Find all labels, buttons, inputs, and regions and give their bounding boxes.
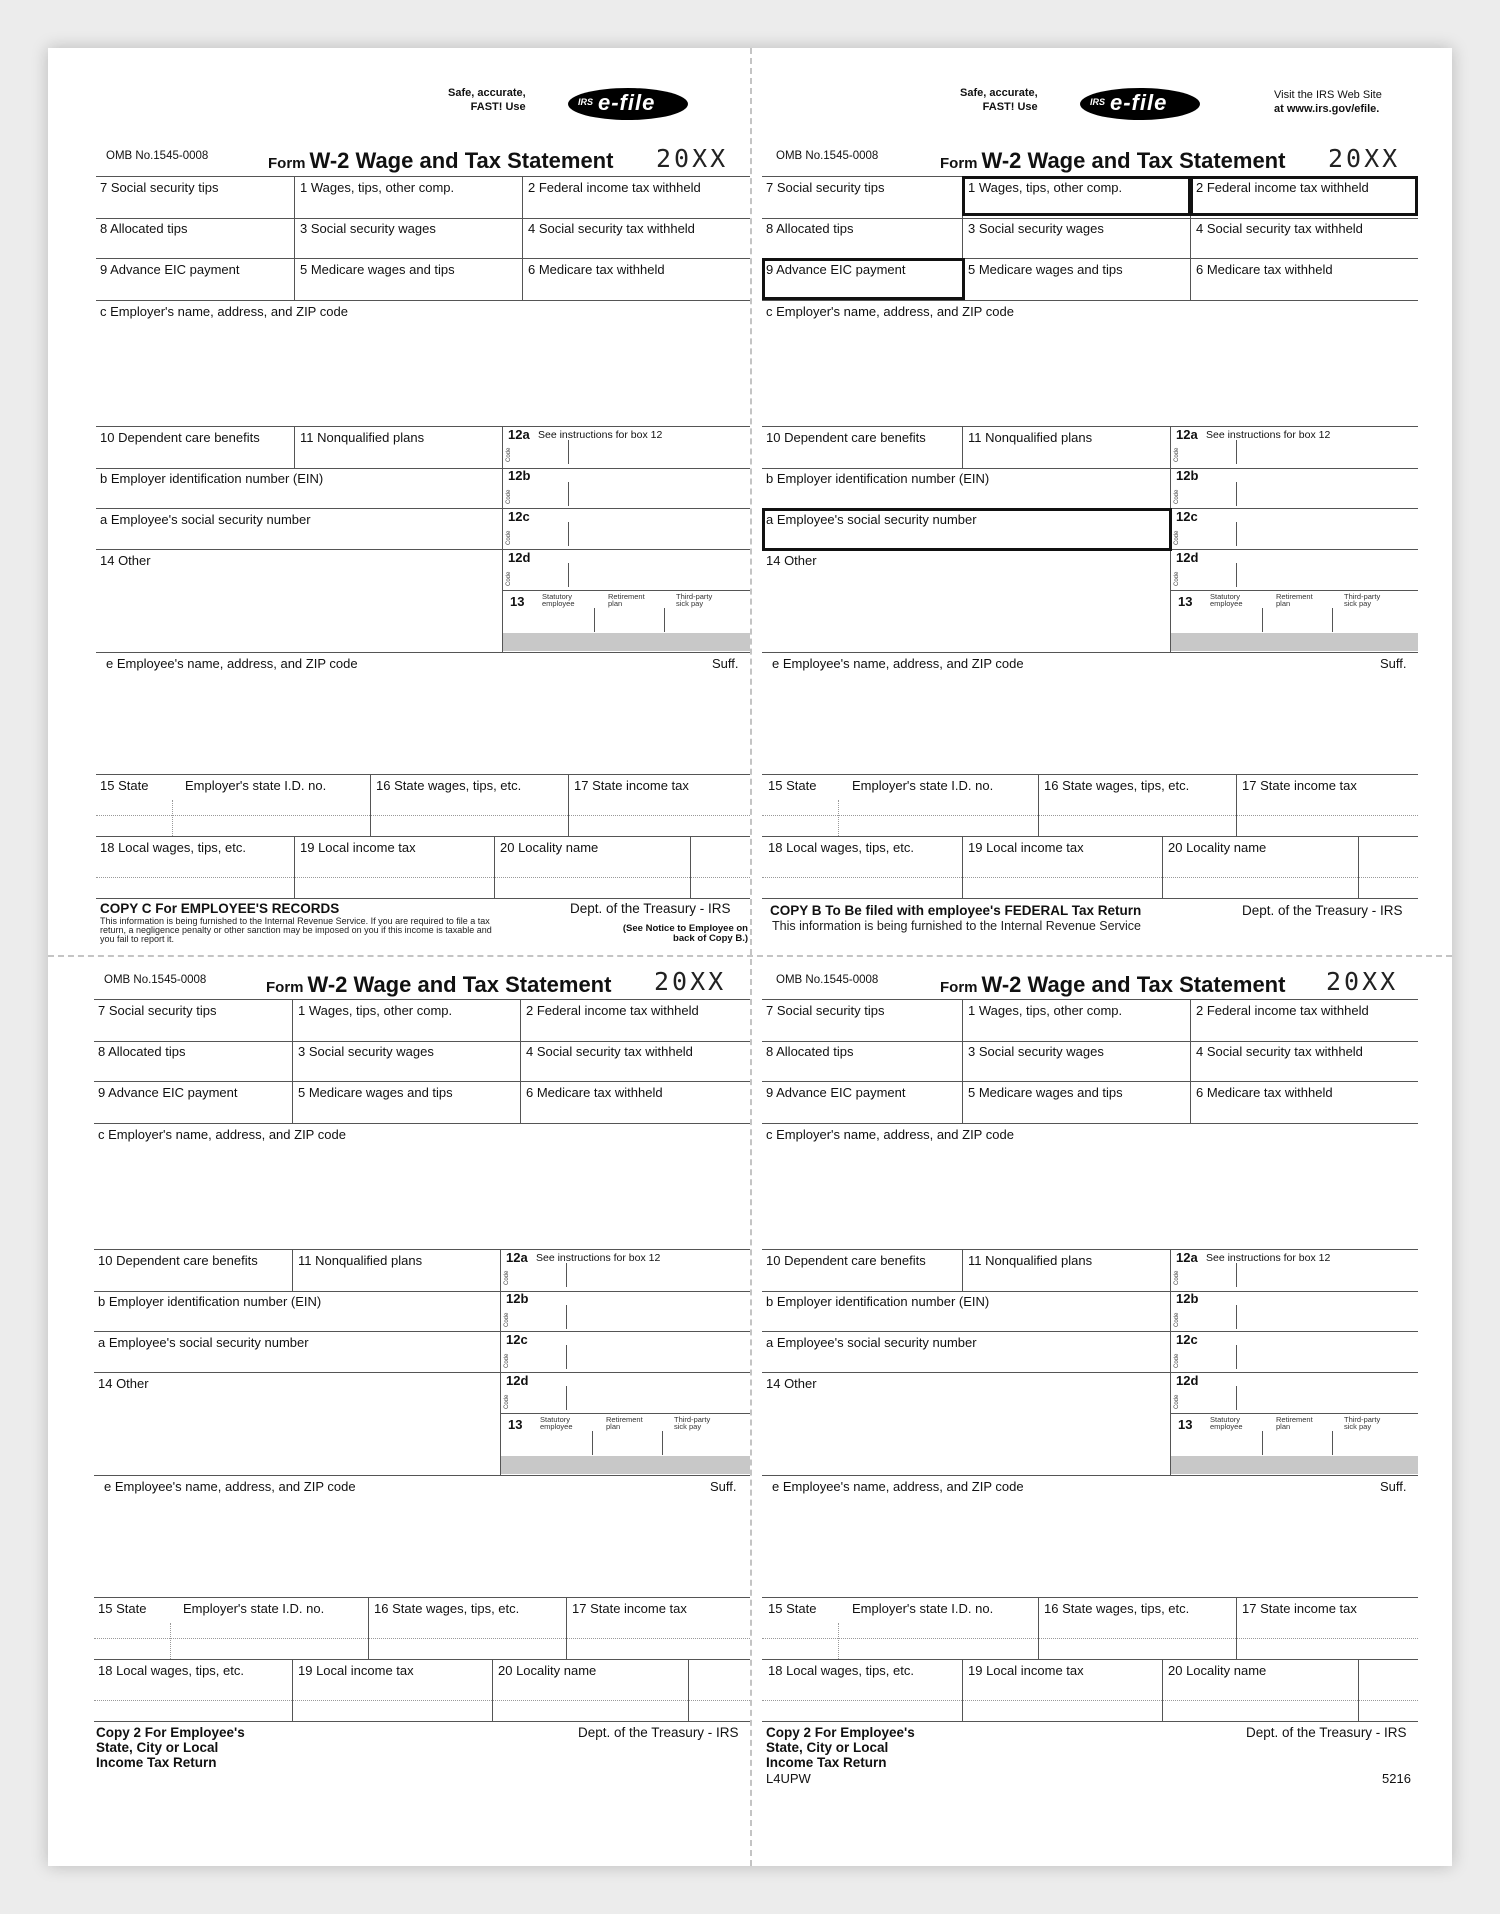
box-16-label: 16 State wages, tips, etc. xyxy=(1044,778,1190,793)
box-12-note: See instructions for box 12 xyxy=(1206,429,1331,441)
box-13-label: 13 xyxy=(508,1417,523,1432)
tax-year: 20XX xyxy=(656,144,729,173)
box-12c-label: 12c xyxy=(508,509,530,524)
form-title: Form W-2 Wage and Tax Statement xyxy=(940,148,1286,173)
box-6-label: 6 Medicare tax withheld xyxy=(1196,262,1333,277)
box-17-label: 17 State income tax xyxy=(1242,778,1357,793)
code-12a: Code xyxy=(1174,447,1180,462)
code-12d: Code xyxy=(1174,571,1180,586)
box-8-label: 8 Allocated tips xyxy=(766,1044,854,1059)
copy-2-form-right xyxy=(750,959,1452,1786)
form-title: Form W-2 Wage and Tax Statement xyxy=(266,972,612,997)
box-18-label: 18 Local wages, tips, etc. xyxy=(768,840,914,855)
box-1-label: 1 Wages, tips, other comp. xyxy=(300,180,455,195)
box-e-label: e Employee's name, address, and ZIP code xyxy=(104,1479,356,1494)
code-12b: Code xyxy=(506,489,512,504)
copy-c-form xyxy=(48,48,750,944)
omb-number: OMB No.1545-0008 xyxy=(106,150,209,162)
box-4-label: 4 Social security tax withheld xyxy=(528,221,695,236)
box-5-label: 5 Medicare wages and tips xyxy=(968,1085,1123,1100)
box-a-label: a Employee's social security number xyxy=(100,512,311,527)
copy-2-form-left xyxy=(48,959,750,1779)
box-7-label: 7 Social security tips xyxy=(98,1003,217,1018)
suff-label: Suff. xyxy=(1380,1479,1407,1494)
box-a-label: a Employee's social security number xyxy=(98,1335,309,1350)
box-12c-label: 12c xyxy=(506,1332,528,1347)
box-12d-label: 12d xyxy=(506,1373,529,1388)
box-18-label: 18 Local wages, tips, etc. xyxy=(98,1663,244,1678)
w2-form-sheet xyxy=(48,48,1452,1866)
form-number-code: 5216 xyxy=(1382,1771,1411,1786)
box-13-retirement: Retirement plan xyxy=(608,592,645,608)
box-9-label: 9 Advance EIC payment xyxy=(766,262,906,277)
efile-promo: Safe, accurate, FAST! Use xyxy=(960,87,1038,113)
box-8-label: 8 Allocated tips xyxy=(98,1044,186,1059)
box-15-label: 15 State xyxy=(100,778,149,793)
box-4-label: 4 Social security tax withheld xyxy=(526,1044,693,1059)
box-18-label: 18 Local wages, tips, etc. xyxy=(768,1663,914,1678)
dept-treasury: Dept. of the Treasury - IRS xyxy=(570,901,731,916)
box-7-label: 7 Social security tips xyxy=(766,1003,885,1018)
box-13-retirement: Retirement plan xyxy=(606,1415,643,1431)
box-12a-label: 12a xyxy=(506,1250,528,1265)
box-13-third-party: Third-party sick pay xyxy=(674,1415,711,1431)
box-b-label: b Employer identification number (EIN) xyxy=(766,471,990,486)
copy-b-title: COPY B To Be filed with employee's FEDERAL Tax Return xyxy=(770,903,1142,918)
box-16-label: 16 State wages, tips, etc. xyxy=(1044,1601,1190,1616)
code-12c: Code xyxy=(504,1353,510,1368)
omb-number: OMB No.1545-0008 xyxy=(104,974,207,986)
box-13-third-party: Third-party sick pay xyxy=(676,592,713,608)
box-1-label: 1 Wages, tips, other comp. xyxy=(968,180,1123,195)
code-12c: Code xyxy=(506,530,512,545)
box-12-note: See instructions for box 12 xyxy=(536,1252,661,1264)
tax-year: 20XX xyxy=(654,967,727,996)
box-12a-label: 12a xyxy=(1176,1250,1198,1265)
box-4-label: 4 Social security tax withheld xyxy=(1196,1044,1363,1059)
box-15-label: 15 State xyxy=(768,1601,817,1616)
box-9-label: 9 Advance EIC payment xyxy=(100,262,240,277)
efile-promo: Safe, accurate, FAST! Use xyxy=(448,87,526,113)
code-12b: Code xyxy=(504,1312,510,1327)
irs-efile-logo: IRS e-file xyxy=(1080,88,1200,120)
box-1-label: 1 Wages, tips, other comp. xyxy=(298,1003,453,1018)
copy-c-notice: (See Notice to Employee on back of Copy B.) xyxy=(622,923,748,944)
omb-number: OMB No.1545-0008 xyxy=(776,974,879,986)
box-3-label: 3 Social security wages xyxy=(968,1044,1104,1059)
box-12b-label: 12b xyxy=(1176,468,1199,483)
box-20-label: 20 Locality name xyxy=(1168,840,1267,855)
box-12-note: See instructions for box 12 xyxy=(538,429,663,441)
code-12c: Code xyxy=(1174,530,1180,545)
box-11-label: 11 Nonqualified plans xyxy=(968,430,1093,445)
box-b-label: b Employer identification number (EIN) xyxy=(98,1294,322,1309)
copy-2-title: Copy 2 For Employee's State, City or Local Income Tax Return xyxy=(96,1725,245,1770)
box-a-label: a Employee's social security number xyxy=(766,512,977,527)
box-16-label: 16 State wages, tips, etc. xyxy=(376,778,522,793)
box-13-statutory: Statutory employee xyxy=(540,1415,573,1431)
box-7-label: 7 Social security tips xyxy=(766,180,885,195)
box-13-shaded xyxy=(1171,1456,1418,1474)
code-12c: Code xyxy=(1174,1353,1180,1368)
box-13-shaded xyxy=(1171,633,1418,651)
box-6-label: 6 Medicare tax withheld xyxy=(526,1085,663,1100)
box-14-label: 14 Other xyxy=(98,1376,149,1391)
box-11-label: 11 Nonqualified plans xyxy=(968,1253,1093,1268)
box-2-label: 2 Federal income tax withheld xyxy=(1196,1003,1369,1018)
dept-treasury: Dept. of the Treasury - IRS xyxy=(1246,1725,1407,1740)
box-12d-label: 12d xyxy=(508,550,531,565)
box-13-label: 13 xyxy=(1178,1417,1193,1432)
box-4-label: 4 Social security tax withheld xyxy=(1196,221,1363,236)
box-c-label: c Employer's name, address, and ZIP code xyxy=(766,1127,1014,1142)
copy-c-title: COPY C For EMPLOYEE'S RECORDS xyxy=(100,901,340,916)
box-10-label: 10 Dependent care benefits xyxy=(766,430,926,445)
box-20-label: 20 Locality name xyxy=(498,1663,597,1678)
box-a-label: a Employee's social security number xyxy=(766,1335,977,1350)
box-13-statutory: Statutory employee xyxy=(1210,592,1243,608)
copy-c-note: This information is being furnished to the Internal Revenue Service. If you are required to file a tax return, a negligence penalty or other sanction may be imposed on you if this income is taxable and you fail to report it. xyxy=(100,916,492,944)
box-16-label: 16 State wages, tips, etc. xyxy=(374,1601,520,1616)
copy-2-title: Copy 2 For Employee's State, City or Local Income Tax Return xyxy=(766,1725,915,1770)
box-e-label: e Employee's name, address, and ZIP code xyxy=(106,656,358,671)
box-12d-label: 12d xyxy=(1176,550,1199,565)
box-12b-label: 12b xyxy=(1176,1291,1199,1306)
box-8-label: 8 Allocated tips xyxy=(100,221,188,236)
box-11-label: 11 Nonqualified plans xyxy=(300,430,425,445)
box-12b-label: 12b xyxy=(508,468,531,483)
box-8-label: 8 Allocated tips xyxy=(766,221,854,236)
box-7-label: 7 Social security tips xyxy=(100,180,219,195)
box-2-label: 2 Federal income tax withheld xyxy=(526,1003,699,1018)
box-b-label: b Employer identification number (EIN) xyxy=(100,471,324,486)
box-12d-label: 12d xyxy=(1176,1373,1199,1388)
box-c-label: c Employer's name, address, and ZIP code xyxy=(100,304,348,319)
box-12c-label: 12c xyxy=(1176,509,1198,524)
box-13-retirement: Retirement plan xyxy=(1276,592,1313,608)
box-10-label: 10 Dependent care benefits xyxy=(766,1253,926,1268)
code-12a: Code xyxy=(506,447,512,462)
box-11-label: 11 Nonqualified plans xyxy=(298,1253,423,1268)
box-10-label: 10 Dependent care benefits xyxy=(100,430,260,445)
box-c-label: c Employer's name, address, and ZIP code xyxy=(98,1127,346,1142)
box-18-label: 18 Local wages, tips, etc. xyxy=(100,840,246,855)
box-13-shaded xyxy=(501,1456,750,1474)
box-15-label: 15 State xyxy=(768,778,817,793)
box-e-label: e Employee's name, address, and ZIP code xyxy=(772,656,1024,671)
code-12a: Code xyxy=(504,1270,510,1285)
box-13-label: 13 xyxy=(1178,594,1193,609)
code-12d: Code xyxy=(504,1394,510,1409)
box-12b-label: 12b xyxy=(506,1291,529,1306)
box-9-label: 9 Advance EIC payment xyxy=(766,1085,906,1100)
tax-year: 20XX xyxy=(1328,144,1401,173)
copy-b-note: This information is being furnished to the Internal Revenue Service xyxy=(772,919,1141,933)
box-12a-label: 12a xyxy=(508,427,530,442)
box-19-label: 19 Local income tax xyxy=(968,840,1084,855)
irs-website-note: Visit the IRS Web Site at www.irs.gov/efile. xyxy=(1274,89,1382,115)
box-13-label: 13 xyxy=(510,594,525,609)
box-14-label: 14 Other xyxy=(766,1376,817,1391)
omb-number: OMB No.1545-0008 xyxy=(776,150,879,162)
box-20-label: 20 Locality name xyxy=(1168,1663,1267,1678)
box-13-statutory: Statutory employee xyxy=(1210,1415,1243,1431)
box-3-label: 3 Social security wages xyxy=(968,221,1104,236)
box-12c-label: 12c xyxy=(1176,1332,1198,1347)
box-5-label: 5 Medicare wages and tips xyxy=(300,262,455,277)
box-20-label: 20 Locality name xyxy=(500,840,599,855)
box-6-label: 6 Medicare tax withheld xyxy=(528,262,665,277)
box-9-label: 9 Advance EIC payment xyxy=(98,1085,238,1100)
box-e-label: e Employee's name, address, and ZIP code xyxy=(772,1479,1024,1494)
code-12d: Code xyxy=(506,571,512,586)
box-c-label: c Employer's name, address, and ZIP code xyxy=(766,304,1014,319)
box-3-label: 3 Social security wages xyxy=(298,1044,434,1059)
box-2-label: 2 Federal income tax withheld xyxy=(1196,180,1369,195)
box-17-label: 17 State income tax xyxy=(572,1601,687,1616)
box-13-third-party: Third-party sick pay xyxy=(1344,1415,1381,1431)
box-b-label: b Employer identification number (EIN) xyxy=(766,1294,990,1309)
form-product-code: L4UPW xyxy=(766,1771,811,1786)
box-17-label: 17 State income tax xyxy=(574,778,689,793)
suff-label: Suff. xyxy=(710,1479,737,1494)
box-19-label: 19 Local income tax xyxy=(300,840,416,855)
box-5-label: 5 Medicare wages and tips xyxy=(298,1085,453,1100)
box-13-statutory: Statutory employee xyxy=(542,592,575,608)
dept-treasury: Dept. of the Treasury - IRS xyxy=(1242,903,1403,918)
irs-efile-logo: IRS e-file xyxy=(568,88,688,120)
box-5-label: 5 Medicare wages and tips xyxy=(968,262,1123,277)
box-19-label: 19 Local income tax xyxy=(298,1663,414,1678)
box-3-label: 3 Social security wages xyxy=(300,221,436,236)
box-2-label: 2 Federal income tax withheld xyxy=(528,180,701,195)
box-12-note: See instructions for box 12 xyxy=(1206,1252,1331,1264)
tax-year: 20XX xyxy=(1326,967,1399,996)
box-13-retirement: Retirement plan xyxy=(1276,1415,1313,1431)
horizontal-perforation xyxy=(48,955,1452,957)
copy-b-form xyxy=(750,48,1452,933)
box-19-label: 19 Local income tax xyxy=(968,1663,1084,1678)
box-12a-label: 12a xyxy=(1176,427,1198,442)
box-13-shaded xyxy=(503,633,750,651)
box-14-label: 14 Other xyxy=(766,553,817,568)
box-13-third-party: Third-party sick pay xyxy=(1344,592,1381,608)
suff-label: Suff. xyxy=(712,656,739,671)
form-title: Form W-2 Wage and Tax Statement xyxy=(940,972,1286,997)
box-15-id-label: Employer's state I.D. no. xyxy=(185,778,327,793)
box-17-label: 17 State income tax xyxy=(1242,1601,1357,1616)
box-15-label: 15 State xyxy=(98,1601,147,1616)
code-12a: Code xyxy=(1174,1270,1180,1285)
code-12b: Code xyxy=(1174,1312,1180,1327)
box-6-label: 6 Medicare tax withheld xyxy=(1196,1085,1333,1100)
code-12b: Code xyxy=(1174,489,1180,504)
code-12d: Code xyxy=(1174,1394,1180,1409)
box-15-id-label: Employer's state I.D. no. xyxy=(183,1601,325,1616)
dept-treasury: Dept. of the Treasury - IRS xyxy=(578,1725,739,1740)
box-14-label: 14 Other xyxy=(100,553,151,568)
box-10-label: 10 Dependent care benefits xyxy=(98,1253,258,1268)
box-15-id-label: Employer's state I.D. no. xyxy=(852,1601,994,1616)
box-1-label: 1 Wages, tips, other comp. xyxy=(968,1003,1123,1018)
form-title: Form W-2 Wage and Tax Statement xyxy=(268,148,614,173)
suff-label: Suff. xyxy=(1380,656,1407,671)
box-15-id-label: Employer's state I.D. no. xyxy=(852,778,994,793)
